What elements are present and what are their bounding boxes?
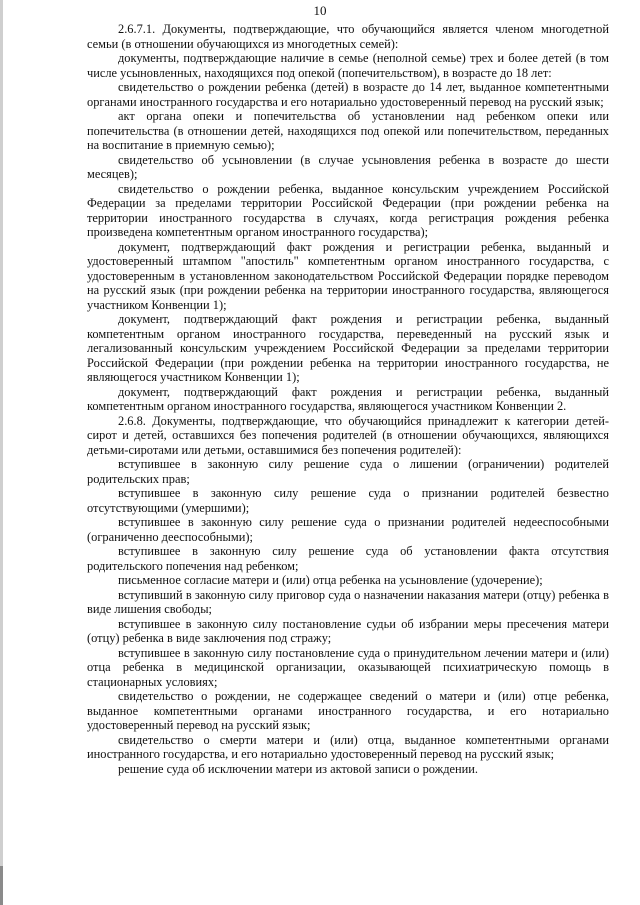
paragraph-court-exclusion-mother: решение суда об исключении матери из актовой записи о рождении. — [118, 761, 479, 776]
paragraph-adoption-consent: письменное согласие матери и (или) отца ребенка на усыновление (удочерение); — [118, 573, 543, 587]
document-body — [87, 22, 609, 776]
paragraph-guardianship-act: акт органа опеки и попечительства об установлении над ребенком опеки или попечительства (в отношении детей, находящихся под опекой или попечительством, переданных на воспитание в приемную семью); — [87, 109, 609, 152]
paragraph-2-6-7-1: 2.6.7.1. Документы, подтверждающие, что обучающийся является членом многодетной семьи (в отношении обучающихся из многодетных семей): — [87, 22, 609, 51]
paragraph-legalized-document: документ, подтверждающий факт рождения и регистрации ребенка, выданный компетентным органом иностранного государства, переведенный на русский язык и легализованный консульским учреждением Российской Федерации за пределами территории Российской Федерации (при рождении ребенка на территории иностранного государства, не являющегося участником Конвенции 1); — [87, 312, 609, 384]
paragraph-detention-order: вступившее в законную силу постановление судьи об избрании меры пресечения матери (отцу) ребенка в виде заключения под стражу; — [87, 616, 609, 645]
paragraph-incapacitated-parents: вступившее в законную силу решение суда о признании родителей недееспособными (ограниченно дееспособными); — [87, 515, 609, 544]
scan-edge-mark — [0, 866, 3, 905]
paragraph-large-family-documents: документы, подтверждающие наличие в семье (неполной семье) трех и более детей (в том числе усыновленных, находящихся под опекой (попечительством), в возрасте до 18 лет: — [87, 51, 609, 80]
paragraph-adoption-certificate: свидетельство об усыновлении (в случае усыновления ребенка в возрасте до шести месяцев); — [87, 152, 609, 181]
paragraph-convention-2-document: документ, подтверждающий факт рождения и регистрации ребенка, выданный компетентным органом иностранного государства, являющегося участником Конвенции 2. — [87, 384, 609, 413]
paragraph-deprivation-of-rights: вступившее в законную силу решение суда о лишении (ограничении) родителей родительских прав; — [87, 457, 609, 486]
paragraph-birth-certificate-foreign: свидетельство о рождении ребенка (детей) в возрасте до 14 лет, выданное компетентными органами иностранного государства и его нотариально удостоверенный перевод на русский язык; — [87, 80, 609, 109]
paragraph-compulsory-treatment: вступившее в законную силу постановление суда о принудительном лечении матери и (или) отца ребенка в медицинской организации, оказывающей психиатрическую помощь в стационарных условиях; — [87, 645, 609, 689]
scan-left-edge — [0, 0, 3, 905]
paragraph-imprisonment-sentence: вступивший в законную силу приговор суда о назначении наказания матери (отцу) ребенка в виде лишения свободы; — [87, 587, 609, 616]
paragraph-birth-certificate-no-parents: свидетельство о рождении, не содержащее сведений о матери и (или) отце ребенка, выданное компетентными органами иностранного государства, и его нотариально удостоверенный перевод на русский язык; — [87, 689, 609, 732]
paragraph-missing-parents: вступившее в законную силу решение суда о признании родителей безвестно отсутствующими (умершими); — [87, 486, 609, 515]
page-number: 10 — [313, 3, 327, 18]
paragraph-absence-of-care: вступившее в законную силу решение суда об установлении факта отсутствия родительского попечения над ребенком; — [87, 544, 609, 573]
paragraph-apostille-document: документ, подтверждающий факт рождения и регистрации ребенка, выданный и удостоверенный штампом "апостиль" компетентным органом иностранного государства, с удостоверенным в установленном законодательством Российской Федерации порядке переводом на русский язык (при рождении ребенка на территории иностранного государства, являющегося участником Конвенции 1); — [87, 239, 609, 312]
paragraph-2-6-8: 2.6.8. Документы, подтверждающие, что обучающийся принадлежит к категории детей-сирот и детей, оставшихся без попечения родителей (в отношении обучающихся, являющихся детьми-сиротами или детьми, оставшимися без попечения родителей): — [87, 413, 609, 457]
paragraph-consular-birth-certificate: свидетельство о рождении ребенка, выданное консульским учреждением Российской Федерации за пределами территории Российской Федерации (при рождении ребенка на территории иностранного государства в случаях, когда регистрация рождения ребенка произведена компетентным органом иностранного государства); — [87, 181, 609, 239]
paragraph-death-certificate: свидетельство о смерти матери и (или) отца, выданное компетентными органами иностранного государства, и его нотариально удостоверенный перевод на русский язык; — [87, 732, 609, 761]
